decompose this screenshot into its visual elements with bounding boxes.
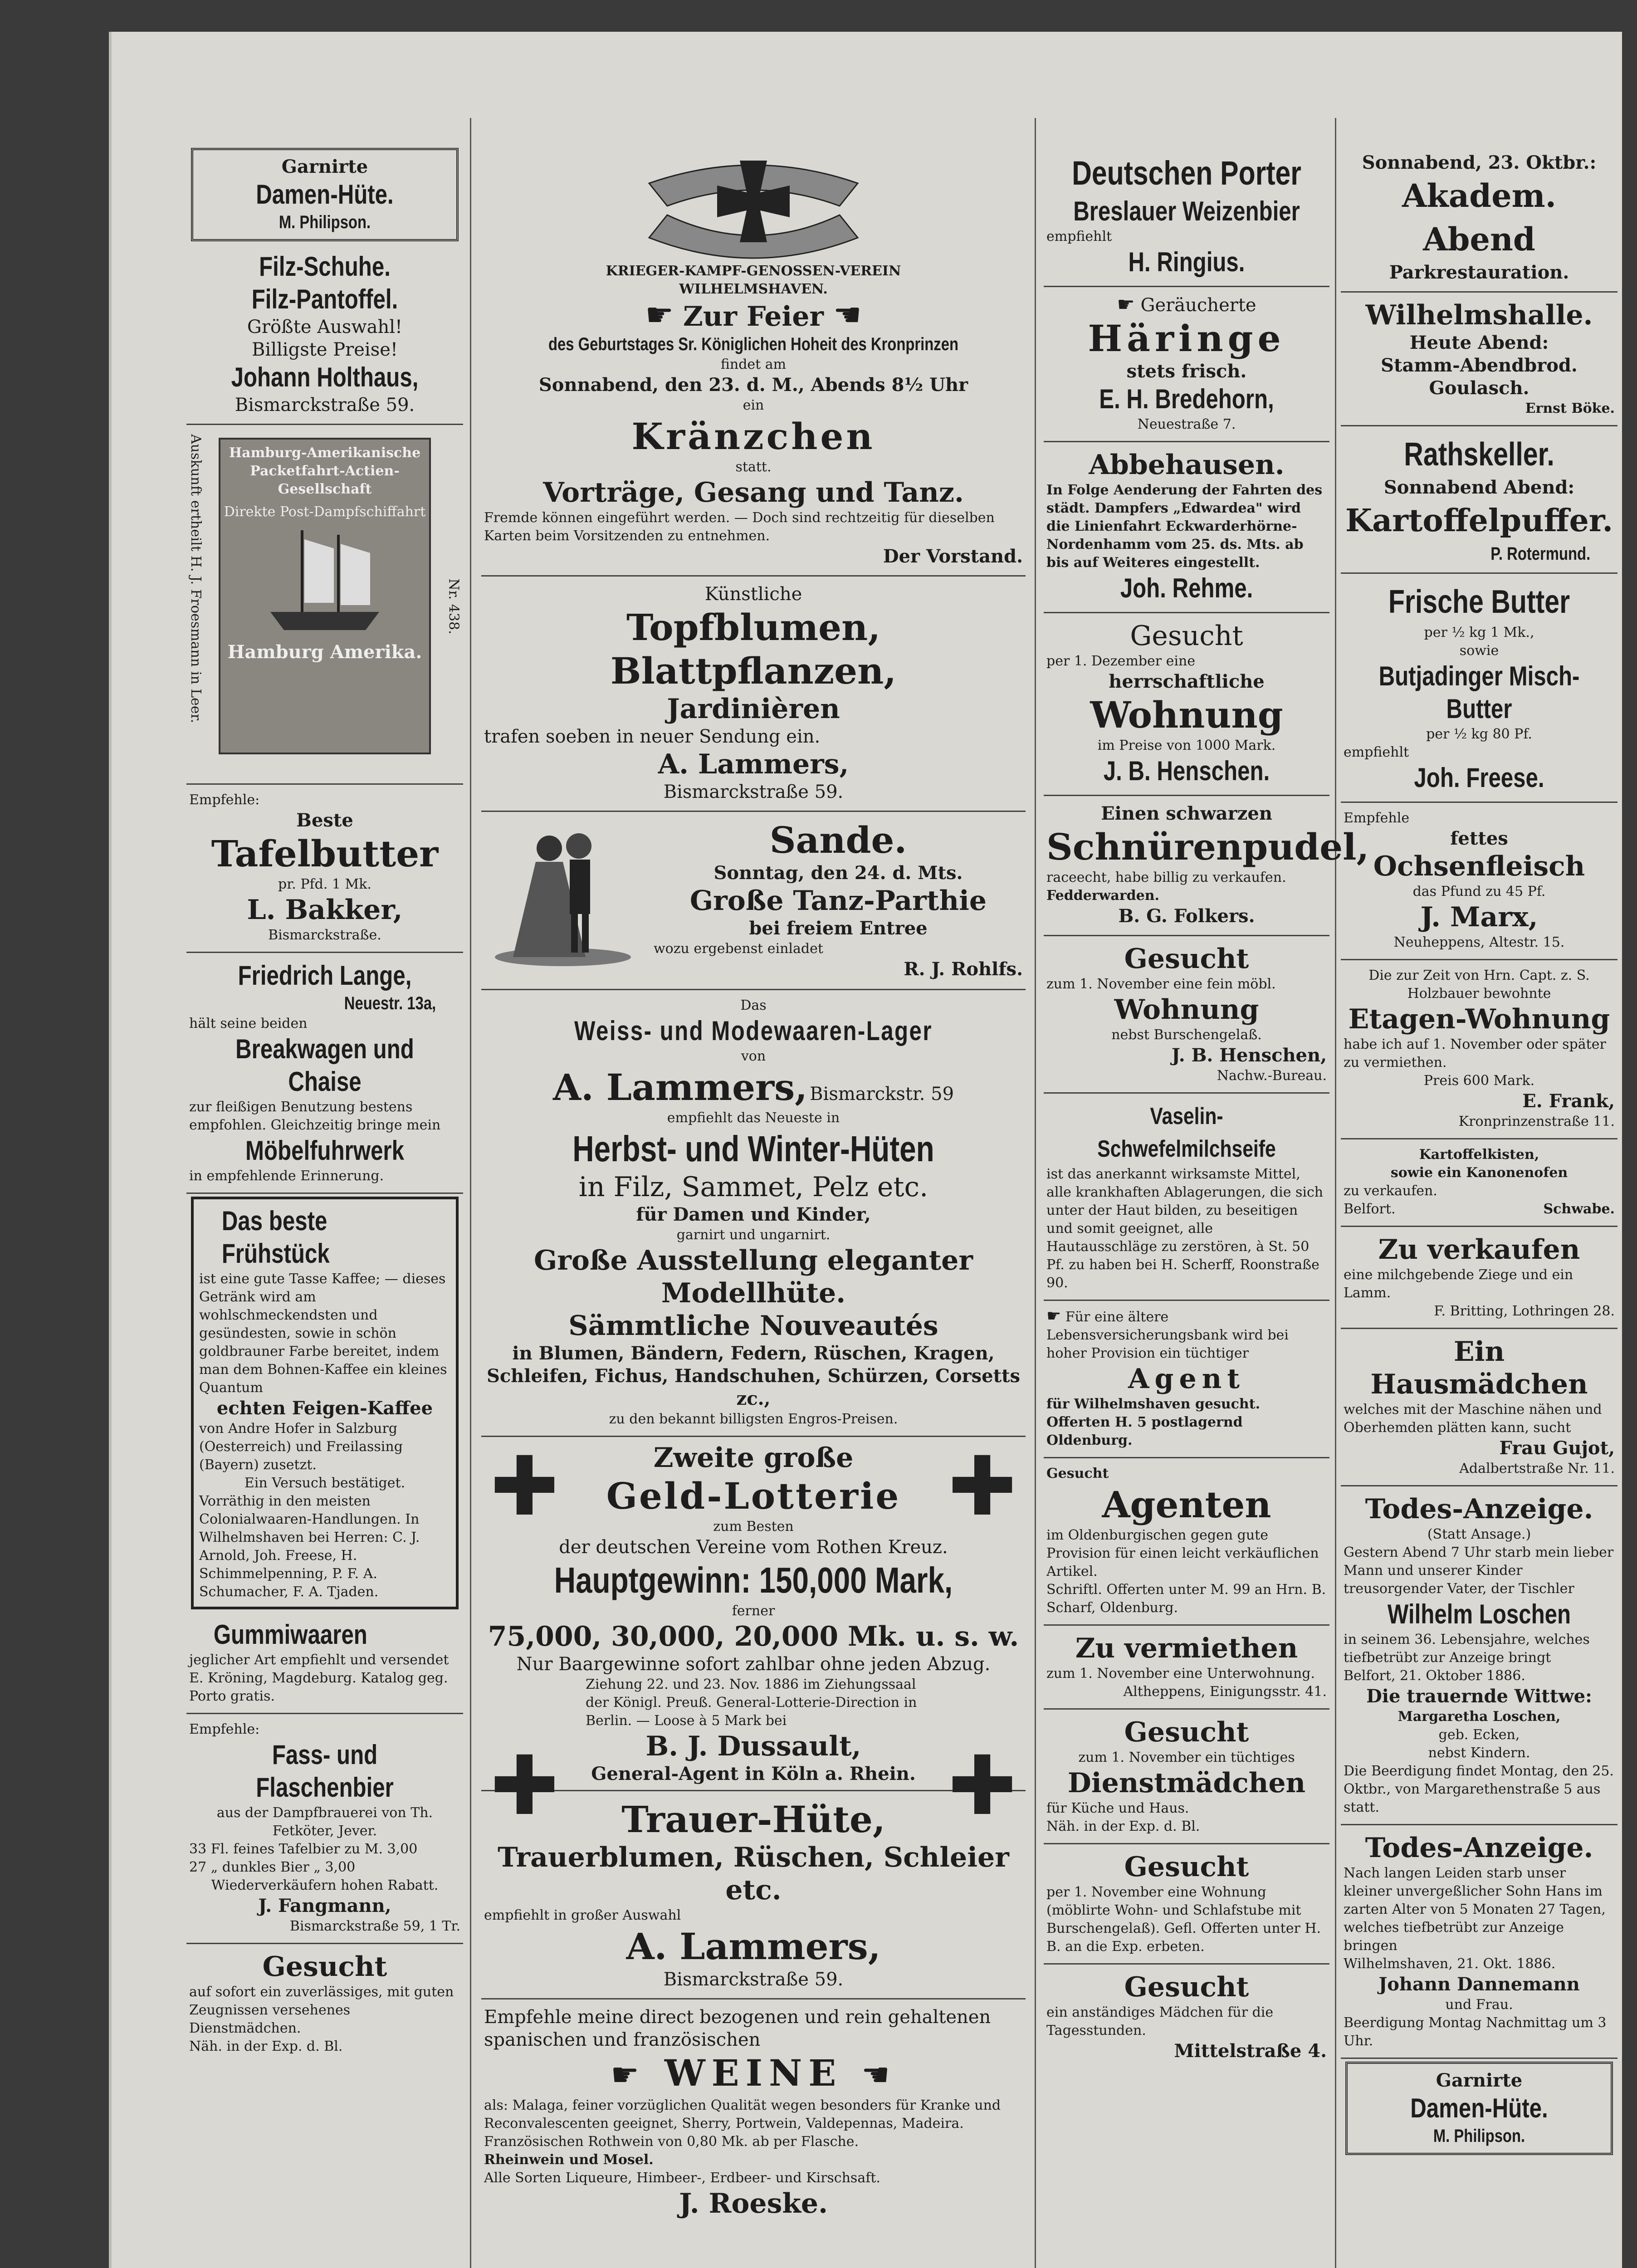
ad-headline: Kränzchen [631,415,875,458]
ad-headline: Friedrich Lange, [238,960,412,991]
ad-topfblumen [481,577,1026,812]
ad-schnuerenpudel [1044,796,1369,936]
ad-text: statt. [735,459,772,475]
ad-text: etc. [725,1874,782,1906]
ad-deutschen-porter [1044,145,1329,287]
ad-todes-anzeige-dannemann [1341,1825,1617,2059]
ad-headline: Damen-Hüte. [256,179,394,210]
ad-headline: Trauerblumen, Rüschen, Schleier [498,1842,1009,1873]
red-cross-icon: ✚ [490,1439,559,1534]
ad-sande-tanz [481,812,1026,990]
ad-headline: Vaselin-Schwefelmilchseife [1097,1103,1276,1162]
ad-text: ferner [732,1603,775,1619]
ad-text: stets frisch. [1126,361,1247,382]
ad-text: von Andre Hofer in Salzburg (Oesterreich) und Freilassing (Bayern) zusetzt. [199,1421,403,1473]
ad-text: Die zur Zeit von Hrn. Capt. z. S. Holzbauer bewohnte [1368,968,1590,1002]
ad-text: Fremde können eingeführt werden. — Doch sind rechtzeitig für dieselben Karten beim Vorsitzenden zu entnehmen. [484,510,995,544]
ad-text: Sonnabend, den 23. d. M., Abends 8½ Uhr [538,374,968,396]
ad-text: das Pfund zu 45 Pf. [1412,884,1546,899]
ad-text: Preis 600 Mark. [1423,1073,1535,1089]
ad-text: welches mit der Maschine nähen und Oberhemden plätten kann, sucht [1344,1402,1602,1436]
ad-text: Johann Dannemann [1378,1974,1580,1995]
ad-text: ist eine gute Tasse Kaffee; — dieses Getränk wird am wohlschmeckendsten und gesündesten, sowie in schön goldbrauner Farbe bereitet, indem man dem Bohnen-Kaffee ein kleines Quantum [199,1271,447,1396]
newspaper-page [109,32,1622,2268]
ad-headline: Agenten [1102,1483,1271,1526]
page-content [186,118,1617,2268]
ad-text: Goulasch. [1429,377,1529,399]
ad-text: Neuestraße 7. [1137,416,1236,432]
ad-text: Bismarckstraße 59. [235,395,415,415]
ad-text: empfiehlt das Neueste in [667,1110,840,1126]
ad-gesucht-wohnung-2 [1044,1844,1329,1965]
ad-headline: Schnürenpudel, [1046,826,1369,868]
emblem-text: KRIEGER-KAMPF-GENOSSEN-VEREIN [606,263,901,279]
ad-agent [1044,1301,1329,1458]
ad-feigen-kaffee [191,1197,459,1609]
ad-headline: Große Tanz-Parthie [689,885,987,917]
ad-friedrich-lange [186,953,463,1194]
ad-text: geb. Ecken, [1438,1727,1520,1743]
ad-text: J. Roeske. [679,2188,828,2219]
ad-text: im Oldenburgischen gegen gute Provision für einen leicht verkäuflichen Artikel. [1046,1527,1319,1579]
column-1 [186,145,463,2063]
ad-text: trafen soeben in neuer Sendung ein. [484,726,821,747]
ad-headline: Akadem. Abend [1402,177,1557,258]
ad-text: Empfehle meine direct bezogenen und rein gehaltenen spanischen und französischen [484,2007,991,2050]
column-2 [481,145,1026,2227]
ad-headline: Agent [1128,1363,1246,1395]
ad-text: E. Frank, [1522,1090,1615,1112]
ad-headline: Damen-Hüte. [1410,2093,1548,2123]
ad-text: Näh. in der Exp. d. Bl. [1046,1818,1200,1834]
ad-zu-verkaufen-ziege [1341,1227,1617,1329]
ad-headline: Wilhelm Loschen [1387,1599,1571,1629]
ad-headline: Gesucht [1124,943,1249,975]
ad-abbehausen [1044,442,1329,613]
ad-headline: Zweite große [653,1442,854,1474]
ad-text: Beerdigung Montag Nachmittag um 3 Uhr. [1344,2015,1607,2049]
ad-damen-huete [191,148,459,241]
ad-headline: Wohnung [1114,994,1259,1026]
ad-text: Breslauer Weizenbier [1073,196,1300,226]
column-rule [1035,118,1036,2268]
ship-illustration [219,438,431,754]
ad-text: Joh. Freese. [1414,763,1544,793]
ad-headline: Fass- und Flaschenbier [256,1740,394,1803]
ad-text: Bismarckstraße 59. [663,782,844,802]
ad-agenten [1044,1458,1329,1626]
ad-text: Die Beerdigung findet Montag, den 25. Oktbr., von Margarethenstraße 5 aus statt. [1344,1763,1614,1815]
ad-headline: Etagen-Wohnung [1348,1003,1610,1035]
ad-text: J. B. Henschen. [1103,756,1270,786]
ad-text: Bismarckstraße. [268,927,381,943]
ad-text: H. Ringius. [1128,247,1245,277]
ad-text: Schriftl. Offerten unter M. 99 an Hrn. B. Scharf, Oldenburg. [1046,1582,1326,1616]
ad-side-text: Auskunft ertheilt H. J. Froesmann in Leer. [188,434,204,723]
ad-text: in Filz, Sammet, Pelz etc. [578,1171,928,1203]
ad-text: garnirt und ungarnirt. [676,1227,831,1243]
ad-headline: Möbelfuhrwerk [245,1135,404,1166]
ad-text: Bismarckstr. 59 [810,1084,954,1105]
ad-tafelbutter [186,785,463,953]
ad-text: per 1. November eine Wohnung (möblirte Wohn- und Schlafstube mit Burschengelaß). Gefl. Offerten unter H. B. an die Exp. erbeten. [1046,1884,1321,1955]
ad-text: M. Philipson. [279,212,371,232]
ad-text: Kartoffelkisten, [1419,1147,1539,1163]
ad-side-text: Nr. 438. [445,578,462,635]
ad-headline: Trauer-Hüte, [621,1798,885,1841]
ad-text: eine milchgebende Ziege und ein Lamm. [1344,1267,1573,1301]
ad-text: Gestern Abend 7 Uhr starb mein lieber Mann und unserer Kinder treusorgender Vater, der Tischler [1344,1545,1614,1597]
ad-text: Empfehle: [189,792,260,808]
ad-text: Künstliche [704,584,802,605]
ad-headline: Todes-Anzeige. [1365,1832,1593,1864]
pointing-hand-icon: ☚ [833,296,862,333]
ad-text: Näh. in der Exp. d. Bl. [189,2038,343,2054]
ad-headline: Filz-Pantoffel. [251,284,398,314]
ad-hausmaedchen [1341,1329,1617,1486]
ad-headline: Butjadinger Misch-Butter [1378,661,1580,724]
ad-text: J. B. Henschen, [1171,1045,1327,1066]
ad-text: ein [743,397,764,413]
ad-text: B. J. Dussault, [645,1730,861,1762]
ad-text: Billigste Preise! [252,339,398,360]
ad-damen-huete-2 [1345,2062,1613,2155]
ad-headline: Gesucht [262,1951,387,1983]
ad-text: Neuestr. 13a, [344,993,436,1013]
ad-text: Nachw.-Bureau. [1217,1068,1327,1084]
ad-todes-anzeige-loschen [1341,1486,1617,1825]
ad-text: J. Fangmann, [258,1895,391,1916]
ad-text: für Wilhelmshaven gesucht. Offerten H. 5 postlagernd Oldenburg. [1046,1396,1261,1448]
ad-text: Bismarckstraße 59, 1 Tr. [289,1918,460,1934]
ad-text: Für eine ältere Lebensversicherungsbank wird bei hoher Provision ein tüchtiger [1046,1309,1289,1361]
ad-headline: Ein Hausmädchen [1370,1336,1588,1400]
ad-text: jeglicher Art empfiehlt und versendet E. Kröning, Magdeburg. Katalog geg. Porto gratis. [189,1652,449,1704]
ad-text: Ernst Böke. [1525,401,1615,416]
pointing-hand-icon: ☛ [1046,1307,1061,1325]
ad-text: empfiehlt in großer Auswahl [484,1907,681,1923]
ad-text: Altheppens, Einigungsstr. 41. [1123,1684,1327,1700]
column-rule [1335,118,1336,2268]
ad-text: Frau Gujot, [1499,1437,1615,1459]
pointing-hand-icon: ☛ [611,2056,645,2093]
ad-text: Nur Baargewinne sofort zahlbar ohne jeden Abzug. [516,1654,991,1675]
ad-gummiwaaren [186,1612,463,1714]
ad-text: fettes [1450,828,1508,849]
ad-hamburg-amerika [186,425,463,785]
ad-wilhelmshalle [1341,293,1617,426]
ad-headline: Zur Feier [683,301,824,332]
ad-text: zum 1. November eine fein möbl. [1046,976,1276,992]
ad-kraenzchen [481,145,1026,577]
ad-text: Die trauernde Wittwe: [1366,1686,1592,1707]
image-caption: Hamburg-Amerikanische Packetfahrt-Actien-Gesellschaft [229,445,421,497]
ad-text: bei freiem Entree [749,918,928,939]
ad-headline: Sämmtliche Nouveautés [568,1310,938,1342]
ad-text: J. Marx, [1420,901,1538,933]
ad-headline: Sande. [769,819,907,861]
ad-headline: Filz-Schuhe. [259,251,391,282]
ad-text: empfiehlt [1344,744,1409,760]
ad-headline: Dienstmädchen [1067,1767,1306,1799]
ad-ochsenfleisch [1341,803,1617,960]
ad-filz-schuhe [186,244,463,425]
ad-text: Sonntag, den 24. d. Mts. [713,862,963,884]
ad-text: Der Vorstand. [883,546,1023,567]
dancing-couple-icon [486,821,640,971]
image-caption: Direkte Post-Dampfschiffahrt [224,504,426,520]
ad-text: R. J. Rohlfs. [904,958,1023,980]
ad-headline: Tafelbutter [211,832,439,875]
ad-text: Jardinièren [667,693,840,725]
ad-text: Sonnabend Abend: [1383,477,1575,498]
ad-headline: Rathskeller. [1404,436,1554,473]
ad-text: empfiehlt [1046,229,1112,244]
red-cross-icon: ✚ [490,1739,559,1833]
ad-text: Mittelstraße 4. [1174,2040,1327,2062]
ad-text: A. Lammers, [626,1925,881,1968]
ad-text: nebst Burschengelaß. [1111,1027,1262,1043]
ad-text: Beste [296,810,353,831]
ad-text: des Geburtstages Sr. Königlichen Hoheit des Kronprinzen [548,334,958,354]
ad-text: echten Feigen-Kaffee [216,1398,433,1419]
ad-gesucht-dienstmaedchen [186,1944,463,2063]
ad-text: Gesucht [1046,1466,1109,1481]
pointing-hand-icon: ☛ [1117,293,1135,316]
ad-text: Vorträge, Gesang und Tanz. [543,477,964,508]
ad-etagen-wohnung [1341,960,1617,1139]
ad-text: Adalbertstraße Nr. 11. [1459,1461,1615,1476]
ad-text: Schwabe. [1543,1201,1615,1217]
ad-text: F. Britting, Lothringen 28. [1434,1303,1615,1319]
ad-text: Französischen Rothwein von 0,80 Mk. ab per Flasche. [484,2134,859,2150]
ad-text: zu den bekannt billigsten Engros-Preisen. [609,1411,898,1427]
red-cross-icon: ✚ [948,1739,1016,1833]
iron-cross-emblem-icon [640,152,867,260]
ad-text: ein anständiges Mädchen für die Tagesstunden. [1046,2004,1274,2038]
ad-text: Joh. Rehme. [1120,573,1253,603]
ad-text: zu verkaufen. [1344,1183,1437,1199]
ad-text: zum Besten [713,1519,794,1535]
ad-text: In Folge Aenderung der Fahrten des städt. Dampfers „Edwardea" wird die Linienfahrt Eckwarderhörne-Nordenhamm vom 25. ds. Mts. ab bis auf Weiteres eingestellt. [1046,482,1323,571]
ad-text: zur fleißigen Benutzung bestens empfohlen. Gleichzeitig bringe mein [189,1099,441,1133]
ad-text: Heute Abend: [1409,332,1549,353]
ad-text: Rheinwein und Mosel. [484,2152,654,2168]
ad-text: Das [740,997,767,1013]
ad-text: Nach langen Leiden starb unser kleiner unvergeßlicher Sohn Hans im zarten Alter von 5 Monaten 27 Tagen, welches tiefbetrübt zur Anzeige bringen [1344,1865,1606,1954]
ad-text: 27 „ dunkles Bier „ 3,00 [189,1859,356,1875]
ad-text: Geräucherte [1140,295,1256,316]
ad-text: als: Malaga, feiner vorzüglichen Qualität wegen besonders für Kranke und Reconvalescenten geeignet, Sherry, Portwein, Valdepennas, Madeira. [484,2097,1001,2131]
ad-headline: Modellhüte. [661,1277,846,1309]
ad-haeringe [1044,287,1329,442]
ad-text: aus der Dampfbrauerei von Th. Fetköter, Jever. [216,1805,433,1839]
ad-headline: Das beste Frühstück [221,1206,330,1269]
ad-headline: Große Ausstellung eleganter [534,1245,973,1276]
ad-text: und Frau. [1445,1997,1513,2013]
ad-text: pr. Pfd. 1 Mk. [278,876,371,892]
ad-text: im Preise von 1000 Mark. [1097,738,1276,753]
ad-text: habe ich auf 1. November oder später zu vermiethen. [1344,1036,1606,1070]
ad-text: Belfort. [1344,1201,1396,1217]
ad-text: 33 Fl. feines Tafelbier zu M. 3,00 [189,1841,418,1857]
ad-text: Stamm-Abendbrod. [1381,355,1578,376]
ad-text: B. G. Folkers. [1118,905,1255,927]
ad-text: Vorräthig in den meisten Colonialwaaren-Handlungen. In Wilhelmshaven bei Herren: C. J. Arnold, Joh. Freese, H. Schimmelpenning, P. F. A. Schumacher, F. A. Tjaden. [199,1493,420,1600]
emblem-text: WILHELMSHAVEN. [679,281,828,297]
ad-headline: WEINE [664,2052,843,2094]
ad-headline: Wilhelmshalle. [1365,299,1593,331]
ad-modewaaren-lager [481,990,1026,1437]
ad-text: sowie ein Kanonenofen [1390,1165,1568,1181]
ad-headline: Gesucht [1124,1851,1249,1883]
ad-text: Wilhelmshaven, 21. Okt. 1886. [1344,1956,1556,1972]
image-caption: Hamburg Amerika. [227,641,422,663]
ship-icon [257,521,393,639]
column-rule [470,118,471,2268]
ad-headline: Gesucht [1130,620,1243,652]
ad-kartoffelkisten [1341,1139,1617,1227]
ad-text: A. Lammers, [552,1066,808,1109]
ad-headline: Gummiwaaren [213,1619,367,1650]
ad-headline: Herbst- und Winter-Hüten [572,1129,934,1169]
ad-frische-butter [1341,574,1617,803]
ad-text: per ½ kg 80 Pf. [1426,726,1532,742]
ad-text: in Blumen, Bändern, Federn, Rüschen, Kragen, Schleifen, Fichus, Handschuhen, Schürzen, Corsetts zc., [486,1343,1021,1409]
ad-text: Wiederverkäufern hohen Rabatt. [211,1877,439,1893]
ad-trauer-huete [481,1791,1026,1999]
ad-gesucht-dienstmaedchen-2 [1044,1710,1329,1844]
ad-text: Empfehle: [189,1721,260,1737]
ad-headline: Häringe [1088,317,1285,360]
ad-vaselin-seife [1044,1094,1329,1301]
ad-weine [481,1999,1026,2227]
ad-text: auf sofort ein zuverlässiges, mit guten Zeugnissen versehenes Dienstmädchen. [189,1984,454,2036]
ad-akadem-abend [1341,145,1617,293]
ad-text: Neuheppens, Altestr. 15. [1393,934,1565,950]
ad-gesucht-wohnung [1044,613,1329,796]
ad-headline: Deutschen Porter [1072,154,1301,192]
ad-text: 75,000, 30,000, 20,000 Mk. u. s. w. [488,1621,1019,1652]
ad-rathskeller [1341,426,1617,574]
ad-text: für Küche und Haus. [1046,1800,1189,1816]
ad-text: Größte Auswahl! [247,317,403,337]
ad-text: findet am [720,357,787,372]
ad-text: Johann Holthaus, [231,362,419,392]
ad-text: zum 1. November eine Unterwohnung. [1046,1666,1315,1681]
ad-headline: Gesucht [1124,1971,1249,2003]
ad-text: der deutschen Vereine vom Rothen Kreuz. [559,1537,948,1558]
ad-text: in seinem 36. Lebensjahre, welches tiefbetrübt zur Anzeige bringt [1344,1632,1590,1666]
ad-text: Garnirte [1436,2070,1523,2091]
ad-text: A. Lammers, [658,748,849,780]
ad-text: L. Bakker, [247,894,403,926]
ad-text: Ein Versuch bestätiget. [244,1475,406,1491]
ad-flaschenbier [186,1714,463,1944]
column-4 [1341,145,1617,2158]
ad-text: P. Rotermund. [1490,544,1591,564]
ad-headline: Abbehausen. [1089,449,1285,481]
ad-zu-vermiethen [1044,1626,1329,1710]
ad-text: sowie [1459,643,1499,659]
ad-headline: Frische Butter [1388,584,1570,620]
ad-text: E. H. Bredehorn, [1099,384,1274,414]
ad-headline: Geld-Lotterie [606,1475,901,1517]
ad-text: M. Philipson. [1433,2126,1525,2146]
ad-headline: Zu vermiethen [1075,1633,1298,1664]
ad-text: Sonnabend, 23. Oktbr.: [1362,152,1597,173]
ad-headline: Weiss- und Modewaaren-Lager [574,1016,933,1046]
ad-text: per ½ kg 1 Mk., [1424,625,1534,640]
ad-text: von [741,1048,766,1064]
ad-headline: Wohnung [1090,694,1283,736]
pointing-hand-icon: ☛ [645,296,674,333]
ad-text: nebst Kindern. [1428,1745,1530,1761]
ad-text: Einen schwarzen [1101,803,1272,824]
ad-text: Bismarckstraße 59. [663,1969,844,1990]
ad-text: herrschaftliche [1109,671,1265,692]
ad-gesucht-moebl-wohnung [1044,936,1329,1094]
ad-headline: Hauptgewinn: 150,000 Mark, [554,1560,953,1600]
ad-headline: Kartoffelpuffer. [1345,503,1613,539]
ad-text: per 1. Dezember eine [1046,653,1196,669]
ad-text: Breakwagen und Chaise [235,1034,414,1097]
ad-text: Belfort, 21. Oktober 1886. [1344,1668,1525,1684]
ad-text: zum 1. November ein tüchtiges [1078,1750,1295,1765]
ad-text: (Statt Ansage.) [1427,1526,1531,1542]
ad-headline: Topfblumen, Blattpflanzen, [610,606,897,692]
ad-text: Alle Sorten Liqueure, Himbeer-, Erdbeer- und Kirschsaft. [484,2170,880,2186]
ad-text: General-Agent in Köln a. Rhein. [591,1763,916,1784]
ad-text: Kronprinzenstraße 11. [1458,1114,1615,1129]
column-3 [1044,145,1369,2070]
ad-text: raceecht, habe billig zu verkaufen. [1046,870,1286,885]
ad-text: Parkrestauration. [1389,262,1569,283]
ad-text: Margaretha Loschen, [1398,1709,1561,1725]
ad-text: wozu ergebenst einladet [654,941,823,957]
ad-text: Fedderwarden. [1046,888,1159,904]
ad-text: Garnirte [281,156,368,177]
ad-text: ist das anerkannt wirksamste Mittel, alle krankhaften Ablagerungen, die sich unter der Haut bilden, zu beseitigen und somit geeignet, alle Hautausschläge zu zerstören, à St. 50 Pf. zu haben bei H. Scherff, Roonstraße 90. [1046,1166,1324,1291]
ad-headline: Ochsenfleisch [1373,850,1585,882]
red-cross-icon: ✚ [948,1439,1016,1534]
ad-headline: Gesucht [1124,1716,1249,1748]
ad-headline: Todes-Anzeige. [1365,1493,1593,1525]
pointing-hand-icon: ☚ [861,2056,896,2093]
ad-text: Ziehung 22. und 23. Nov. 1886 im Ziehungssaal der Königl. Preuß. General-Lotterie-Direction in Berlin. — Loose à 5 Mark bei [586,1677,917,1729]
ad-text: in empfehlende Erinnerung. [189,1168,384,1184]
ad-headline: Zu verkaufen [1378,1234,1580,1266]
ad-gesucht-maedchen [1044,1965,1329,2070]
ad-text: hält seine beiden [189,1016,308,1031]
ad-text: Empfehle [1344,810,1410,826]
ad-text: für Damen und Kinder, [636,1204,871,1225]
